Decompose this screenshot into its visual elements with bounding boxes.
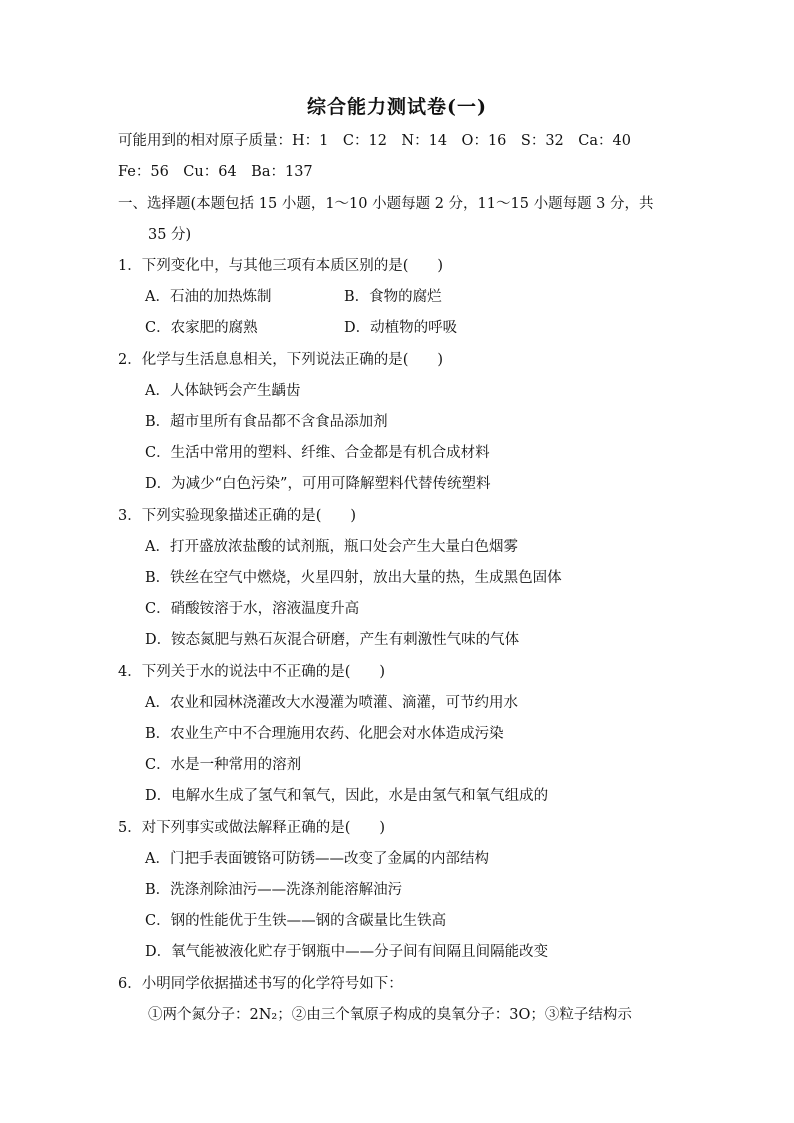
question-1-stem: 1．下列变化中，与其他三项有本质区别的是( )	[118, 258, 444, 274]
question-4-option-d: D．电解水生成了氢气和氧气，因此，水是由氢气和氧气组成的	[145, 788, 549, 804]
question-1-option-b: B．食物的腐烂	[344, 289, 442, 305]
question-4-stem: 4．下列关于水的说法中不正确的是( )	[118, 664, 386, 680]
question-5-option-d: D．氧气能被液化贮存于钢瓶中——分子间有间隔且间隔能改变	[145, 944, 549, 960]
question-4-option-b: B．农业生产中不合理施用农药、化肥会对水体造成污染	[145, 726, 504, 742]
question-3-stem: 3．下列实验现象描述正确的是( )	[118, 508, 357, 524]
question-4-option-c: C．水是一种常用的溶剂	[145, 757, 302, 773]
question-2-option-a: A．人体缺钙会产生龋齿	[145, 383, 301, 399]
question-3-option-a: A．打开盛放浓盐酸的试剂瓶，瓶口处会产生大量白色烟雾	[145, 539, 518, 555]
question-1-option-d: D．动植物的呼吸	[344, 320, 458, 336]
atomic-mass-line-1: 可能用到的相对原子质量：H：1 C：12 N：14 O：16 S：32 Ca：40	[118, 133, 631, 149]
question-6-stem: 6．小明同学依据描述书写的化学符号如下：	[118, 976, 403, 992]
question-2-option-d: D．为减少“白色污染”，可用可降解塑料代替传统塑料	[145, 476, 491, 492]
question-3-option-d: D．铵态氮肥与熟石灰混合研磨，产生有刺激性气味的气体	[145, 632, 520, 648]
question-5-option-c: C．钢的性能优于生铁——钢的含碳量比生铁高	[145, 913, 447, 929]
question-4-option-a: A．农业和园林浇灌改大水漫灌为喷灌、滴灌，可节约用水	[145, 695, 518, 711]
question-5-option-b: B．洗涤剂除油污——洗涤剂能溶解油污	[145, 882, 403, 898]
question-2-option-b: B．超市里所有食品都不含食品添加剂	[145, 414, 388, 430]
question-5-stem: 5．对下列事实或做法解释正确的是( )	[118, 820, 386, 836]
atomic-mass-line-2: Fe：56 Cu：64 Ba：137	[118, 164, 313, 180]
section-heading-cont: 35 分)	[148, 227, 192, 243]
question-1-option-c: C．农家肥的腐熟	[145, 320, 258, 336]
page-title: 综合能力测试卷(一)	[307, 96, 487, 118]
section-heading: 一、选择题(本题包括 15 小题，1～10 小题每题 2 分，11～15 小题每题 3 分，共	[118, 196, 654, 212]
question-1-option-a: A．石油的加热炼制	[145, 289, 272, 305]
question-3-option-c: C．硝酸铵溶于水，溶液温度升高	[145, 601, 360, 617]
question-3-option-b: B．铁丝在空气中燃烧，火星四射，放出大量的热，生成黑色固体	[145, 570, 562, 586]
question-5-option-a: A．门把手表面镀铬可防锈——改变了金属的内部结构	[145, 851, 489, 867]
question-2-option-c: C．生活中常用的塑料、纤维、合金都是有机合成材料	[145, 445, 490, 461]
question-6-continuation: ①两个氮分子：2N₂；②由三个氧原子构成的臭氧分子：3O；③粒子结构示	[148, 1007, 632, 1023]
question-2-stem: 2．化学与生活息息相关，下列说法正确的是( )	[118, 352, 444, 368]
